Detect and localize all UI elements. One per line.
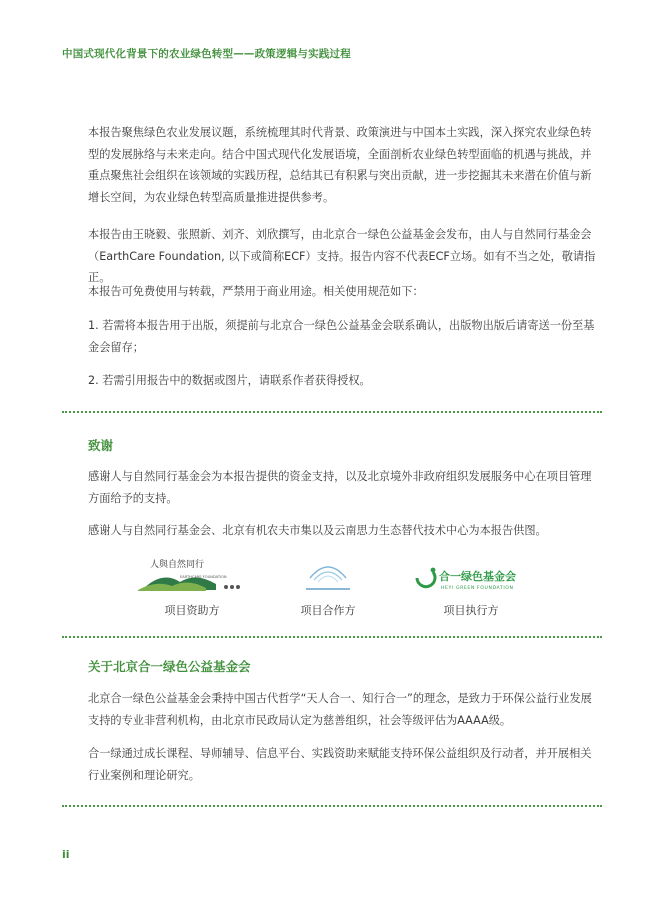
funder-logo-block xyxy=(132,556,252,618)
intro-paragraph-3 xyxy=(88,281,602,303)
usage-rule-1 xyxy=(88,315,602,358)
ack-p2-text: 感谢人与自然同行基金会、北京有机农夫市集以及云南思力生态替代技术中心为本报告供图。 xyxy=(88,524,547,537)
partner-caption: 项目合作方 xyxy=(300,604,356,617)
intro-p3-text: 本报告可免费使用与转载，严禁用于商业用途。相关使用规范如下： xyxy=(88,285,424,298)
about-p1-text: 北京合一绿色公益基金会秉持中国古代哲学“天人合一、知行合一”的理念，是致力于环保公益行业发展支持的专业非营利机构，由北京市民政局认定为慈善组织，社会等级评估为AAAA级。 xyxy=(88,692,592,727)
about-title: 关于北京合一绿色公益基金会 xyxy=(88,659,251,674)
intro-paragraph-2 xyxy=(88,224,602,289)
funder-subtitle: EARTHCARE FOUNDATION xyxy=(180,575,227,579)
executor-caption: 项目执行方 xyxy=(443,604,499,617)
funder-caption: 项目资助方 xyxy=(164,604,220,617)
usage-rule-2-text: 2. 若需引用报告中的数据或图片，请联系作者获得授权。 xyxy=(88,374,371,387)
page-number: ii xyxy=(62,848,70,861)
usage-rule-1-text: 1. 若需将本报告用于出版，须提前与北京合一绿色公益基金会联系确认，出版物出版后请寄送一份至基金会留存； xyxy=(88,319,595,354)
intro-p2-text: 本报告由王晓毅、张照新、刘齐、刘欣撰写，由北京合一绿色公益基金会发布，由人与自然同行基金会（EarthCare Foundation, 以下或简称ECF）支持。报告内容不代表ECF立场。如有不当之处，敬请指正。 xyxy=(88,228,596,284)
section-divider xyxy=(62,411,602,413)
about-paragraph-1 xyxy=(88,688,602,731)
intro-paragraph-1 xyxy=(88,122,602,208)
ack-p1-text: 感谢人与自然同行基金会为本报告提供的资金支持，以及北京境外非政府组织发展服务中心在项目管理方面给予的支持。 xyxy=(88,470,592,505)
intro-p1-text: 本报告聚焦绿色农业发展议题，系统梳理其时代背景、政策演进与中国本土实践，深入探究农业绿色转型的发展脉络与未来走向。结合中国式现代化发展语境，全面剖析农业绿色转型面临的机遇与挑战，并重点聚焦社会组织在该领域的实践历程，总结其已有积累与突出贡献，进一步挖掘其未来潜在价值与新增长空间，为农业绿色转型高质量推进提供参考。 xyxy=(88,126,592,204)
acknowledgements-paragraph-1 xyxy=(88,466,602,509)
heyi-green-foundation-logo-icon xyxy=(411,556,531,596)
about-paragraph-2 xyxy=(88,743,602,786)
running-title: 中国式现代化背景下的农业绿色转型——政策逻辑与实践过程 xyxy=(62,48,351,60)
acknowledgements-paragraph-2 xyxy=(88,520,602,542)
funder-wordmark: 人與自然同行 xyxy=(150,560,205,570)
partner-logo-icon xyxy=(298,556,358,596)
acknowledgements-title: 致谢 xyxy=(88,438,114,453)
section-divider xyxy=(62,636,602,638)
executor-subtitle: HEYI GREEN FOUNDATION xyxy=(441,586,514,591)
section-divider xyxy=(62,805,602,807)
about-p2-text: 合一绿通过成长课程、导师辅导、信息平台、实践资助来赋能支持环保公益组织及行动者，并开展相关行业案例和理论研究。 xyxy=(88,747,592,782)
executor-wordmark: 合一绿色基金会 xyxy=(439,570,516,583)
executor-logo-block xyxy=(408,556,534,618)
usage-rule-2 xyxy=(88,370,602,392)
partner-logo-block xyxy=(283,556,373,618)
earthcare-foundation-logo-icon xyxy=(136,556,248,596)
